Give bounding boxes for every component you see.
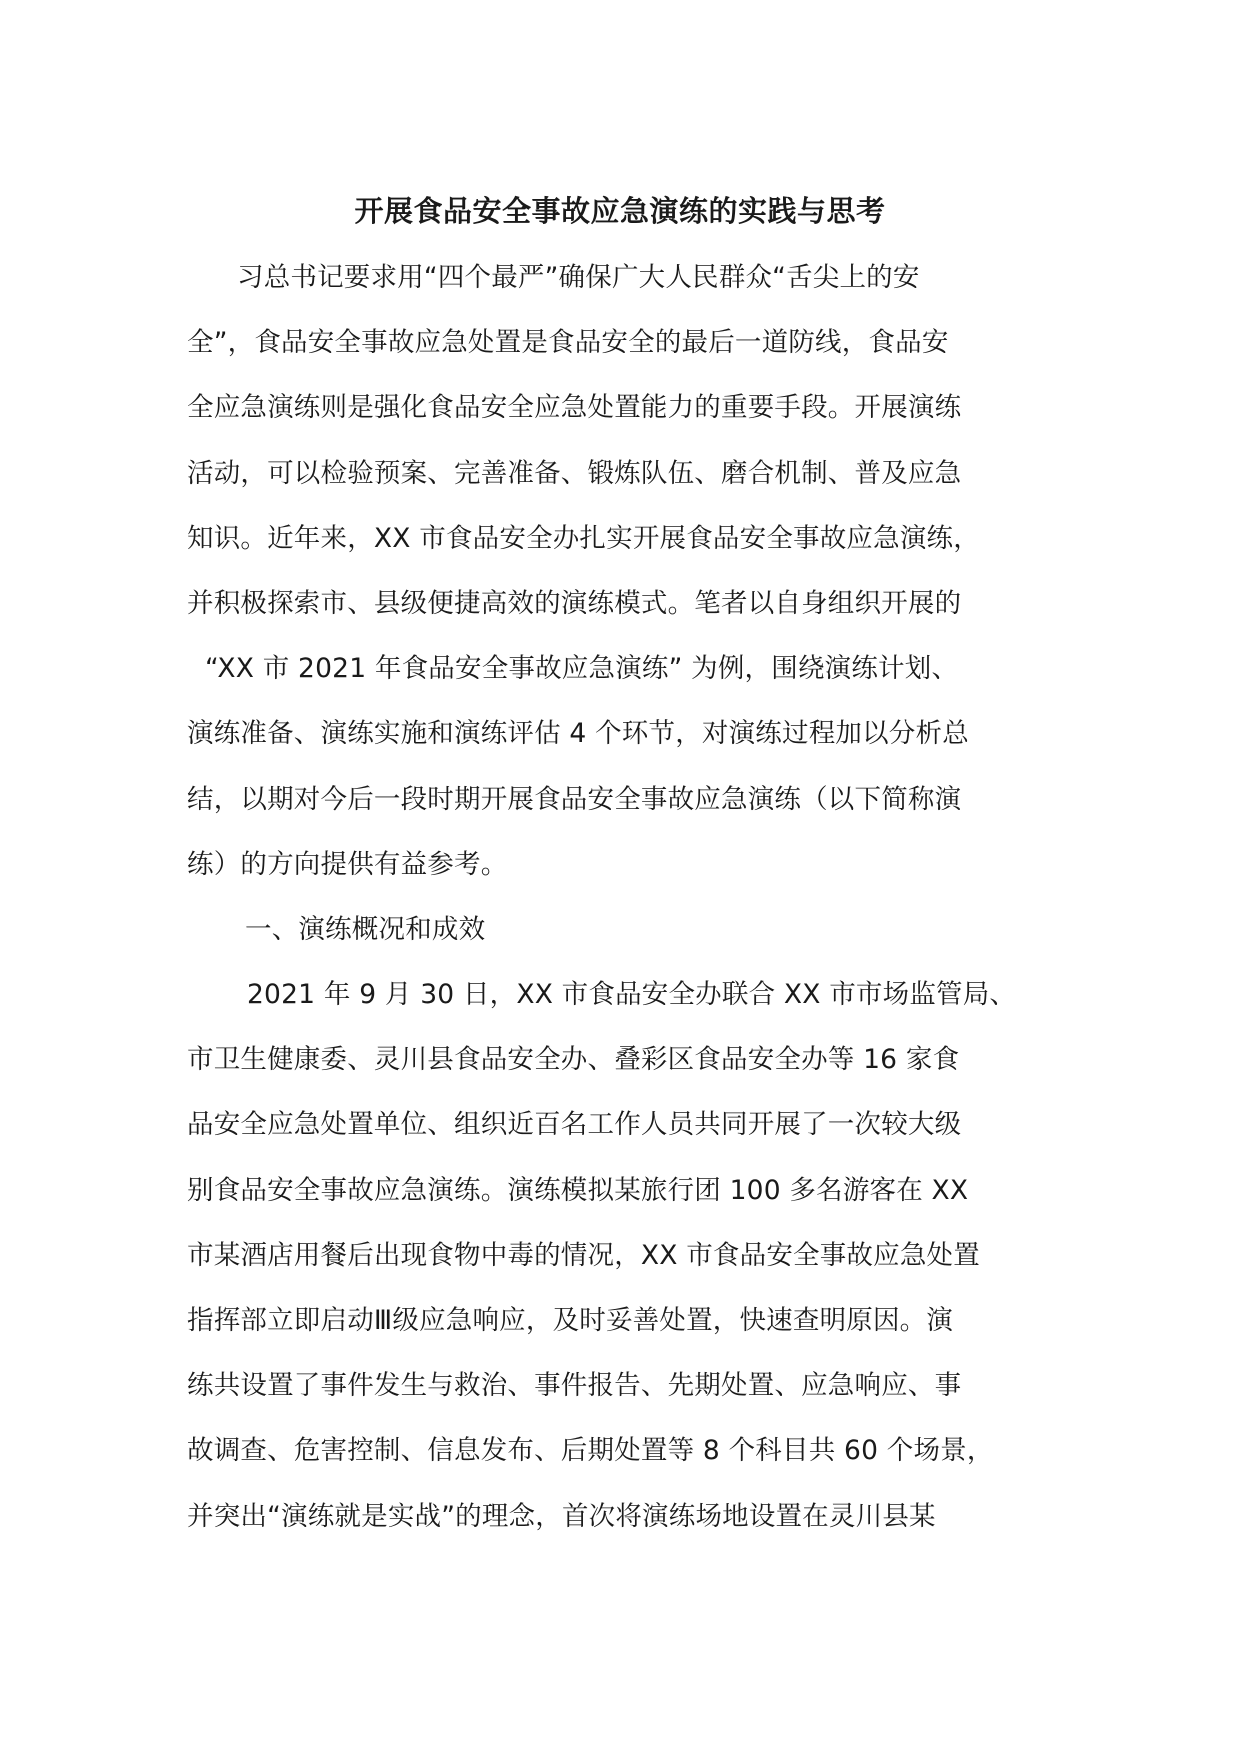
section-heading <box>187 897 1057 962</box>
paragraph-line: 练）的方向提供有益参考。 <box>187 848 508 880</box>
paragraph-line: 习总书记要求用“四个最严”确保广大人民群众“舌尖上的安 <box>237 262 920 293</box>
paragraph-line: “XX 市 2021 年食品安全事故应急演练” 为例，围绕演练计划、 <box>205 653 959 685</box>
paragraph-line: 并突出“演练就是实战”的理念，首次将演练场地设置在灵川县某 <box>187 1500 936 1532</box>
paragraph-line: 结，以期对今后一段时期开展食品安全事故应急演练（以下简称演 <box>187 783 962 815</box>
paragraph-line: 别食品安全事故应急演练。演练模拟某旅行团 100 多名游客在 XX <box>187 1174 969 1206</box>
paragraph-line: 市某酒店用餐后出现食物中毒的情况，XX 市食品安全事故应急处置 <box>187 1239 980 1271</box>
paragraph-line: 市卫生健康委、灵川县食品安全办、叠彩区食品安全办等 16 家食 <box>187 1044 960 1076</box>
intro-paragraph <box>187 245 1057 897</box>
paragraph-line: 全”，食品安全事故应急处置是食品安全的最后一道防线，食品安 <box>187 327 949 359</box>
section-paragraph <box>187 962 1057 1549</box>
paragraph-line: 演练准备、演练实施和演练评估 4 个环节，对演练过程加以分析总 <box>187 718 969 750</box>
paragraph-line: 故调查、危害控制、信息发布、后期处置等 8 个科目共 60 个场景， <box>187 1435 994 1467</box>
paragraph-line: 全应急演练则是强化食品安全应急处置能力的重要手段。开展演练 <box>187 392 962 424</box>
paragraph-line: 指挥部立即启动Ⅲ级应急响应，及时妥善处置，快速查明原因。演 <box>187 1305 954 1337</box>
paragraph-line: 练共设置了事件发生与救治、事件报告、先期处置、应急响应、事 <box>187 1370 962 1402</box>
paragraph-line: 知识。近年来，XX 市食品安全办扎实开展食品安全事故应急演练， <box>187 522 980 554</box>
paragraph-line: 并积极探索市、县级便捷高效的演练模式。笔者以自身组织开展的 <box>187 588 962 620</box>
paragraph-line: 活动，可以检验预案、完善准备、锻炼队伍、磨合机制、普及应急 <box>187 457 962 489</box>
paragraph-line: 2021 年 9 月 30 日，XX 市食品安全办联合 XX 市市场监管局、 <box>247 979 1017 1010</box>
paragraph-line: 品安全应急处置单位、组织近百名工作人员共同开展了一次较大级 <box>187 1109 962 1141</box>
document-title: 开展食品安全事故应急演练的实践与思考 <box>354 194 886 228</box>
section-heading-text: 一、演练概况和成效 <box>245 914 486 945</box>
